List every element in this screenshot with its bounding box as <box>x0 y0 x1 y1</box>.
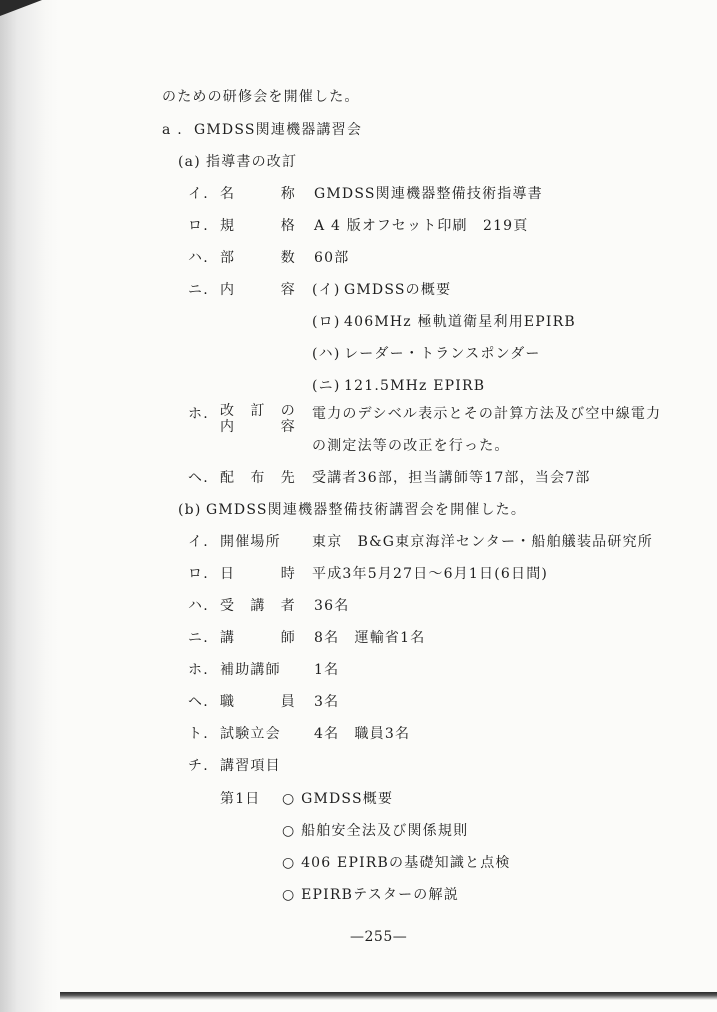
page-number: —255— <box>350 929 408 945</box>
guide-revision-value-line2: の測定法等の改正を行った。 <box>312 438 510 454</box>
course-dates-label: 日 時 <box>220 566 296 582</box>
course-topics-marker: チ. <box>188 758 209 774</box>
guide-name-marker: イ. <box>188 186 209 202</box>
contents-entry-text: レーダー・トランスポンダー <box>344 346 541 362</box>
course-exam-marker: ト. <box>188 726 209 742</box>
course-assistants-value: 1名 <box>314 662 340 678</box>
guide-revision-label-line1: 改 訂 の <box>220 403 296 419</box>
sub-b-marker: (b) <box>178 502 202 518</box>
guide-revision-value-line1: 電力のデシベル表示とその計算方法及び空中線電力 <box>312 406 662 422</box>
contents-entry-text: 121.5MHz EPIRB <box>344 378 486 394</box>
course-dates-value: 平成3年5月27日～6月1日(6日間) <box>312 566 549 582</box>
guide-distribution-marker: ヘ. <box>188 470 209 486</box>
course-exam-label: 試験立会 <box>220 726 281 742</box>
course-exam-value: 4名 職員3名 <box>314 726 411 742</box>
section-a-marker: a . <box>162 122 183 138</box>
guide-copies-value: 60部 <box>314 250 350 266</box>
bottom-edge <box>60 992 717 1000</box>
schedule-item: ○ 406 EPIRBの基礎知識と点検 <box>282 855 511 871</box>
course-venue-value: 東京 B&G東京海洋センター・船舶艤装品研究所 <box>312 534 653 550</box>
guide-spec-value: A 4 版オフセット印刷 219頁 <box>314 218 529 234</box>
schedule-item: ○ 船舶安全法及び関係規則 <box>282 823 469 839</box>
schedule-day1-label: 第1日 <box>220 791 261 807</box>
course-attendees-marker: ハ. <box>188 598 209 614</box>
guide-spec-marker: ロ. <box>188 218 209 234</box>
course-topics-label: 講習項目 <box>220 758 281 774</box>
guide-contents-label: 内 容 <box>220 282 296 298</box>
guide-contents-marker: ニ. <box>188 282 209 298</box>
course-assistants-label: 補助講師 <box>220 662 281 678</box>
guide-revision-label-line2: 内 容 <box>220 419 296 435</box>
intro-line: のための研修会を開催した。 <box>162 89 360 105</box>
course-attendees-label: 受 講 者 <box>220 598 296 614</box>
course-assistants-marker: ホ. <box>188 662 209 678</box>
course-staff-label: 職 員 <box>220 694 296 710</box>
course-venue-marker: イ. <box>188 534 209 550</box>
guide-distribution-value: 受講者36部，担当講師等17部，当会7部 <box>312 470 591 486</box>
contents-entry-text: GMDSSの概要 <box>344 282 452 298</box>
guide-copies-marker: ハ. <box>188 250 209 266</box>
course-lecturers-label: 講 師 <box>220 630 296 646</box>
sub-a-title: 指導書の改訂 <box>206 154 298 170</box>
schedule-item: ○ GMDSS概要 <box>282 791 394 807</box>
binding-shadow <box>0 0 58 1012</box>
course-dates-marker: ロ. <box>188 566 209 582</box>
guide-copies-label: 部 数 <box>220 250 296 266</box>
contents-entry-marker: (イ) <box>312 282 341 298</box>
course-attendees-value: 36名 <box>314 598 350 614</box>
course-lecturers-value: 8名 運輸省1名 <box>314 630 426 646</box>
section-a-title: GMDSS関連機器講習会 <box>194 122 363 138</box>
contents-entry-marker: (ロ) <box>312 314 341 330</box>
sub-a-marker: (a) <box>178 154 201 170</box>
course-staff-marker: ヘ. <box>188 694 209 710</box>
guide-revision-marker: ホ. <box>188 406 209 422</box>
sub-b-title: GMDSS関連機器整備技術講習会を開催した。 <box>206 502 527 518</box>
course-lecturers-marker: ニ. <box>188 630 209 646</box>
schedule-item: ○ EPIRBテスターの解説 <box>282 887 459 903</box>
contents-entry-text: 406MHz 極軌道衛星利用EPIRB <box>344 314 576 330</box>
guide-spec-label: 規 格 <box>220 218 296 234</box>
guide-name-value: GMDSS関連機器整備技術指導書 <box>314 186 543 202</box>
course-staff-value: 3名 <box>314 694 340 710</box>
corner-mark <box>0 0 42 16</box>
contents-entry-marker: (ハ) <box>312 346 341 362</box>
guide-name-label: 名 称 <box>220 186 296 202</box>
contents-entry-marker: (ニ) <box>312 378 341 394</box>
course-venue-label: 開催場所 <box>220 534 281 550</box>
guide-distribution-label: 配 布 先 <box>220 470 296 486</box>
